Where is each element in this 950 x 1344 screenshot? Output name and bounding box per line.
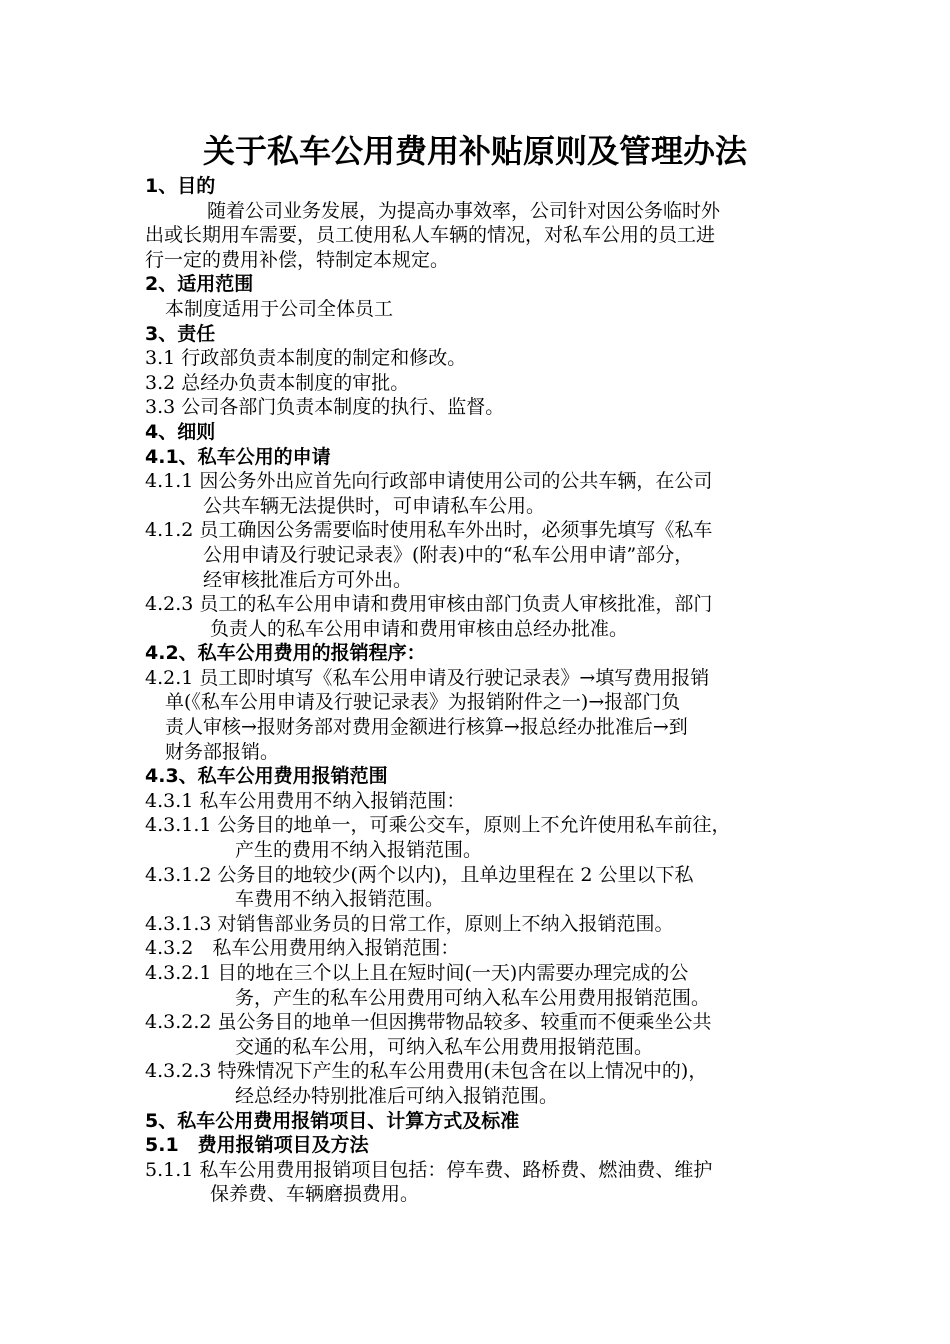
text-line: 4.3.2.2 虽公务目的地单一但因携带物品较多、较重而不便乘坐公共 xyxy=(145,1011,712,1034)
text-line: 4.3.2 私车公用费用纳入报销范围： xyxy=(145,937,460,960)
text-line: 本制度适用于公司全体员工 xyxy=(165,297,394,320)
text-line: 4.3.1.2 公务目的地较少(两个以内)，且单边里程在 2 公里以下私 xyxy=(145,863,694,886)
text-line: 交通的私车公用，可纳入私车公用费用报销范围。 xyxy=(235,1035,654,1058)
text-line: 4.1.2 员工确因公务需要临时使用私车外出时，必须事先填写《私车 xyxy=(145,519,713,542)
text-line: 4.3.1.3 对销售部业务员的日常工作，原则上不纳入报销范围。 xyxy=(145,912,674,935)
text-line: 责人审核→报财务部对费用金额进行核算→报总经办批准后→到 xyxy=(165,716,688,739)
text-line: 4.2.1 员工即时填写《私车公用申请及行驶记录表》→填写费用报销 xyxy=(145,666,710,689)
text-line: 5.1.1 私车公用费用报销项目包括：停车费、路桥费、燃油费、维护 xyxy=(145,1158,713,1181)
text-line: 公共车辆无法提供时，可申请私车公用。 xyxy=(203,494,546,517)
section-heading: 4、细则 xyxy=(145,420,216,443)
text-line: 保养费、车辆磨损费用。 xyxy=(210,1183,420,1206)
text-line: 行一定的费用补偿，特制定本规定。 xyxy=(145,248,450,271)
text-line: 4.3.2.3 特殊情况下产生的私车公用费用(未包含在以上情况中的)， xyxy=(145,1060,708,1083)
text-line: 公用申请及行驶记录表》(附表)中的“私车公用申请”部分， xyxy=(203,543,694,566)
text-line: 负责人的私车公用申请和费用审核由总经办批准。 xyxy=(210,617,629,640)
document-title: 关于私车公用费用补贴原则及管理办法 xyxy=(202,132,747,170)
text-line: 务，产生的私车公用费用可纳入私车公用费用报销范围。 xyxy=(235,986,711,1009)
text-line: 出或长期用车需要，员工使用私人车辆的情况，对私车公用的员工进 xyxy=(145,224,716,247)
text-line: 3.2 总经办负责本制度的审批。 xyxy=(145,371,410,394)
document-body xyxy=(145,174,810,1207)
section-heading: 3、责任 xyxy=(145,322,216,345)
section-heading: 4.1、私车公用的申请 xyxy=(145,445,331,468)
text-line: 经审核批准后方可外出。 xyxy=(203,568,413,591)
text-line: 产生的费用不纳入报销范围。 xyxy=(235,839,483,862)
text-line: 随着公司业务发展，为提高办事效率，公司针对因公务临时外 xyxy=(207,199,721,222)
text-line: 4.3.2.1 目的地在三个以上且在短时间(一天)内需要办理完成的公 xyxy=(145,962,689,984)
section-heading: 4.3、私车公用费用报销范围 xyxy=(145,765,388,788)
section-heading: 1、目的 xyxy=(145,175,216,197)
text-line: 4.2.3 员工的私车公用申请和费用审核由部门负责人审核批准，部门 xyxy=(145,593,713,616)
text-line: 3.3 公司各部门负责本制度的执行、监督。 xyxy=(145,396,505,419)
section-heading: 2、适用范围 xyxy=(145,273,254,296)
text-line: 车费用不纳入报销范围。 xyxy=(235,888,445,911)
section-heading: 5.1 费用报销项目及方法 xyxy=(145,1134,369,1157)
text-line: 3.1 行政部负责本制度的制定和修改。 xyxy=(145,347,467,370)
text-line: 4.3.1 私车公用费用不纳入报销范围： xyxy=(145,789,466,812)
text-line: 4.3.1.1 公务目的地单一，可乘公交车，原则上不允许使用私车前往， xyxy=(145,814,731,837)
section-heading: 4.2、私车公用费用的报销程序： xyxy=(145,642,426,665)
section-heading: 5、私车公用费用报销项目、计算方式及标准 xyxy=(145,1109,520,1132)
text-line: 4.1.1 因公务外出应首先向行政部申请使用公司的公共车辆，在公司 xyxy=(145,470,713,493)
text-line: 单(《私车公用申请及行驶记录表》为报销附件之一)→报部门负 xyxy=(165,691,681,714)
text-line: 经总经办特别批准后可纳入报销范围。 xyxy=(235,1084,559,1107)
text-line: 财务部报销。 xyxy=(165,740,280,763)
